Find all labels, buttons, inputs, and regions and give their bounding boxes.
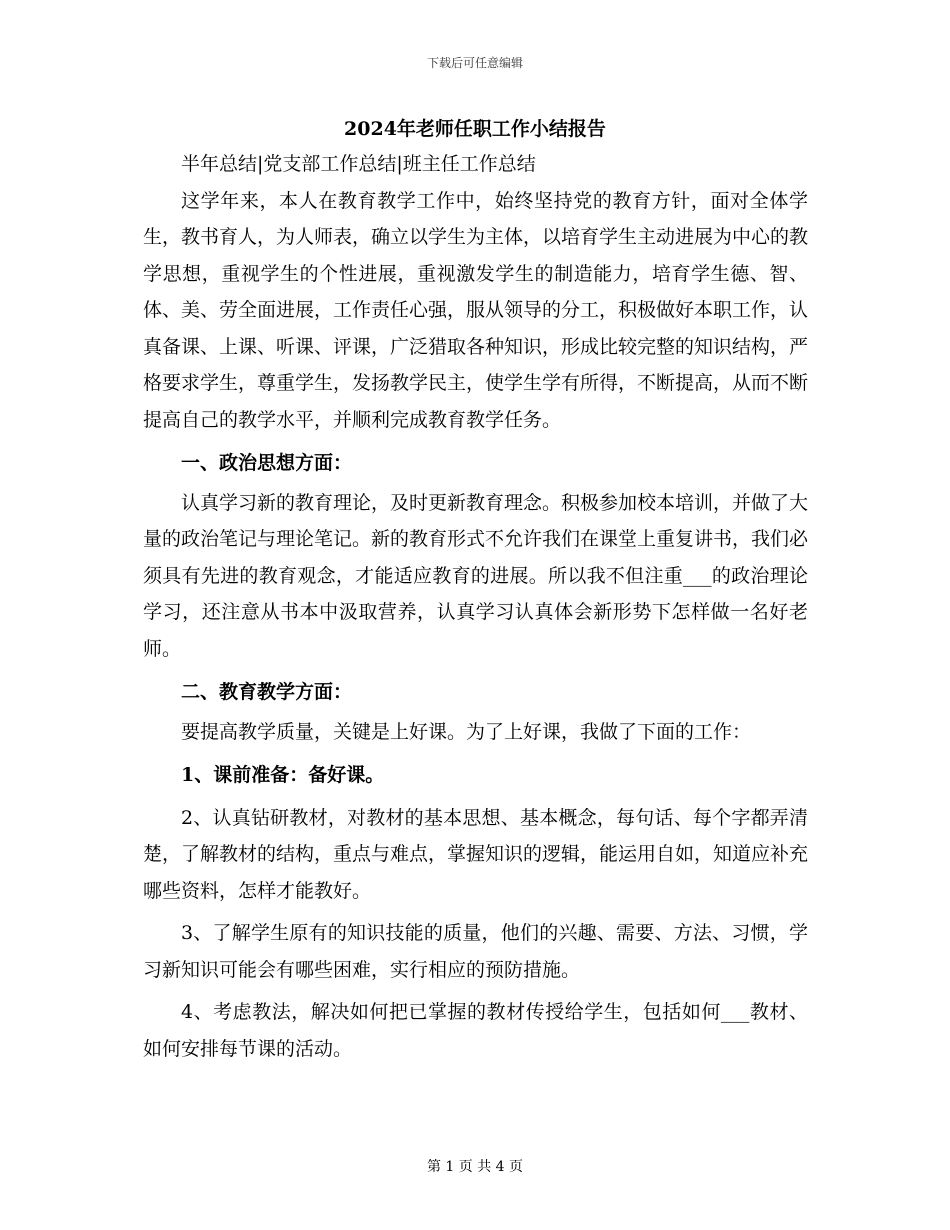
section-heading-politics: 一、政治思想方面： [181,452,353,474]
document-body [143,146,808,1067]
document-tags: 半年总结|党支部工作总结|班主任工作总结 [181,153,536,175]
subheading-lesson-prep: 1、课前准备：备好课。 [181,764,385,786]
list-item-2: 2、认真钻研教材，对教材的基本思想、基本概念，每句话、每个字都弄清楚，了解教材的结构，重点与难点，掌握知识的逻辑，能运用自如，知道应补充哪些资料，怎样才能教好。 [143,806,809,902]
section-heading-teaching: 二、教育教学方面： [181,681,353,703]
document-title: 2024年老师任职工作小结报告 [344,118,606,140]
list-item-3: 3、了解学生原有的知识技能的质量，他们的兴趣、需要、方法、习惯，学习新知识可能会有哪些困难，实行相应的预防措施。 [143,922,808,981]
paragraph-intro: 这学年来，本人在教育教学工作中，始终坚持党的教育方针，面对全体学生，教书育人，为人师表，确立以学生为主体，以培育学生主动进展为中心的教学思想，重视学生的个性进展，重视激发学生的制造能力，培育学生德、智、体、美、劳全面进展，工作责任心强，服从领导的分工，积极做好本职工作，认真备课、上课、听课、评课，广泛猎取各种知识，形成比较完整的知识结构，严格要求学生，尊重学生，发扬教学民主，使学生学有所得，不断提高，从而不断提高自己的教学水平，并顺利完成教育教学任务。 [143,189,809,431]
page-header-note: 下载后可任意编辑 [426,56,523,70]
paragraph-teaching-intro: 要提高教学质量，关键是上好课。为了上好课，我做了下面的工作： [181,720,752,743]
list-item-4: 4、考虑教法，解决如何把已掌握的教材传授给学生，包括如何___教材、如何安排每节课的活动。 [143,1001,808,1060]
paragraph-politics: 认真学习新的教育理论，及时更新教育理念。积极参加校本培训，并做了大量的政治笔记与理论笔记。新的教育形式不允许我们在课堂上重复讲书，我们必须具有先进的教育观念，才能适应教育的进展。所以我不但注重___的政治理论学习，还注意从书本中汲取营养，认真学习认真体会新形势下怎样做一名好老师。 [143,491,809,660]
page-number: 第 1 页 共 4 页 [426,1159,524,1175]
